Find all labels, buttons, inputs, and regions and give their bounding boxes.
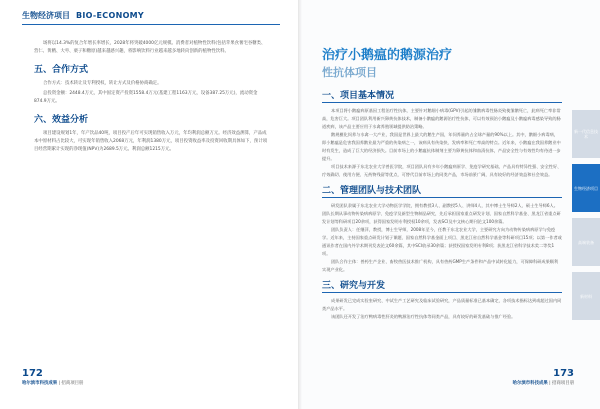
- header-title-cn: 生物经济项目: [22, 10, 70, 20]
- article-title: 治疗小鹅瘟的鹅源治疗: [322, 48, 453, 63]
- tab-equipment-label: 高端装备: [578, 239, 594, 245]
- section-1-paragraph-2: 鹅规模化饲养与水禽一大产业，我国是世界上最大的鹅生产国，年饲养量约占全球产量的90%以上。其中，鹅细小病毒病，即小鹅瘟是危害我国养鹅业最为严重的传染病之一，该病具有传染快、发病率和死亡率高的特点。近年来，小鹅瘟在我国养鹅业中时有发生，造成了巨大的经济损失。目前市场上的小鹅瘟抗体制剂主要为卵黄抗体和血清抗体，产品安全性与有效性均有待进一步提升。: [322, 132, 561, 161]
- section-5-paragraph-2: 总投资金额：2448.4万元，其中固定资产投资1558.4万元(基建工程1163万元，设备387.25万元)，流动资金874.9万元。: [34, 90, 258, 104]
- page-header: [22, 8, 144, 22]
- tab-it[interactable]: [572, 110, 600, 158]
- left-page-number: 172: [22, 368, 43, 379]
- tab-materials[interactable]: [572, 272, 600, 320]
- section-1-paragraph-1: 本项目将小鹅瘟病原基因工程治疗性抗体，主要针对鹅细小病毒(GPV)引起的雏鹅病毒性肠炎致使雏鹅死亡，此病死亡率非常高，危害巨大。项目团队利用新兴卵黄抗体技术，制备小鹅瘟的鹅源治疗性抗体，可以有效预治小鹅瘟及小鹅瘟病毒感染导致的肠道疾病，该产品主要应用于水禽养殖领域提供防治策略。: [322, 108, 561, 129]
- section-2-heading: [322, 183, 562, 198]
- section-2-title: 二、管理团队与技术团队: [322, 186, 422, 196]
- section-5-paragraph-1: 合作方式：技术转让及专利授权，转让方式及价格协商确定。: [43, 81, 162, 87]
- section-3-paragraph-2: 该团队还开发了治疗鸭病毒性肝炎的鸭源治疗性抗体等同类产品，具有较好的研发基础与推广经验。: [331, 314, 516, 319]
- section-1-paragraph-3: 项目技术来源于东北农业大学兽医学院，项目团队具有多年小鹅瘟病原学、免疫学研究基础，产品具有特异性强、安全性好、疗效确切、使用方便、无药物残留等优点，可替代目前市场上的同类产品，市场前景广阔，具有较好的经济效益和社会效益。: [322, 164, 562, 177]
- header-divider: [22, 24, 280, 25]
- section-3-paragraph-1: 成果研发已完成实验室研究、中试生产工艺研究及临床试验研究，产品质量标准已基本确定，各项技术指标达到或超过国内同类产品水平。: [322, 298, 562, 311]
- section-3-heading: [322, 278, 562, 293]
- left-body: [34, 40, 269, 156]
- book-gutter: [298, 0, 302, 409]
- right-body: [322, 84, 562, 321]
- tab-equipment[interactable]: [572, 218, 600, 266]
- right-publication-doc: 招商项目册: [552, 381, 574, 386]
- tab-bio-economy-label: 生物经济项目: [574, 185, 598, 191]
- left-publication-org: 哈尔滨市科技成果: [22, 381, 58, 386]
- tab-materials-label: 新材料: [580, 293, 592, 299]
- header-title-en: BIO-ECONOMY: [76, 10, 145, 20]
- section-2-divider: [322, 197, 562, 198]
- section-1-divider: [322, 102, 562, 103]
- intro-paragraph: 场将以14.3%的复合年增长率增长，2028年将突破4000亿元规模。消费者对植物性饮料(包括苹果食薯宅谷糖类、营仁、黄精、大枣、栗子和糖原)越来越感兴趣，将影响饮料行业越来越多地转向创新的植物性饮料。: [34, 41, 266, 55]
- section-3-title: 三、研究与开发: [322, 281, 386, 291]
- section-6-paragraph-1: 项目建设规划1年，年产饮品40吨，项目投产后年可实现销售收入万元，年均利润总额万元。经济效益测算，产品成本中原材料占比较大，可实现年销售收入2068万元，年利润1380万元，项目投资收益率及投资回收期具体如下，预计项目经营期累计实现的净现值(NPV)为2689.5万元。利润总额1215万元。: [34, 131, 268, 153]
- left-footer: [22, 368, 83, 386]
- section-3-divider: [322, 292, 562, 293]
- section-1-heading: [322, 88, 562, 103]
- section-2-paragraph-2: 团队负责人：任继萍，教授，博士生导师，2008年至今，任教于东北农业大学，主要研究方向为动物传染病病原学与免疫学。近年来，主持国家重点研发计划子课题、国家自然科学基金面上项目、黑龙江省自然科学基金等科研项目15项；以第一作者或通讯作者在国内外学术期刊发表论文60余篇，其中SCI收录30余篇；获授权国家发明专利8项；获黑龙江省科学技术奖二等奖1项。: [322, 227, 562, 256]
- right-publication: 哈尔滨市科技成果 | 招商项目册: [512, 381, 574, 386]
- section-1-title: 一、项目基本情况: [322, 91, 395, 101]
- tab-bio-economy[interactable]: [572, 164, 600, 212]
- right-publication-org: 哈尔滨市科技成果: [512, 381, 548, 386]
- section-5-title: 五、合作方式: [34, 65, 89, 76]
- section-2-paragraph-1: 研发团队隶属于东北农业大学动物医学学院，拥有教授3人、副教授5人、讲师4人，其中博士生导师2人、硕士生导师6人。团队长期从事动物传染病病原学、免疫学及新型生物制品研究，先后承担国家重点研发计划、国家自然科学基金、黑龙江省重点研发计划等科研项目20余项，获得国家发明专利授权10余项，发表SCI及中文核心期刊论文100余篇。: [322, 203, 561, 224]
- category-tabs: [572, 110, 600, 326]
- right-page-number: 173: [553, 368, 574, 379]
- tab-it-label: 新一代信息技术: [574, 129, 598, 139]
- article-title-line-2: 性抗体项目: [322, 66, 377, 79]
- left-publication-doc: 招商项目册: [61, 381, 84, 386]
- section-2-paragraph-3: 团队合作主体：兽药生产企业、畜牧兽医技术推广机构，具有兽药GMP生产条件和产品中试转化能力，可保障科研成果顺利实现产业化。: [322, 259, 559, 272]
- right-footer: [513, 368, 574, 386]
- section-6-title: 六、效益分析: [34, 115, 89, 126]
- left-publication: 哈尔滨市科技成果 | 招商项目册: [22, 381, 84, 386]
